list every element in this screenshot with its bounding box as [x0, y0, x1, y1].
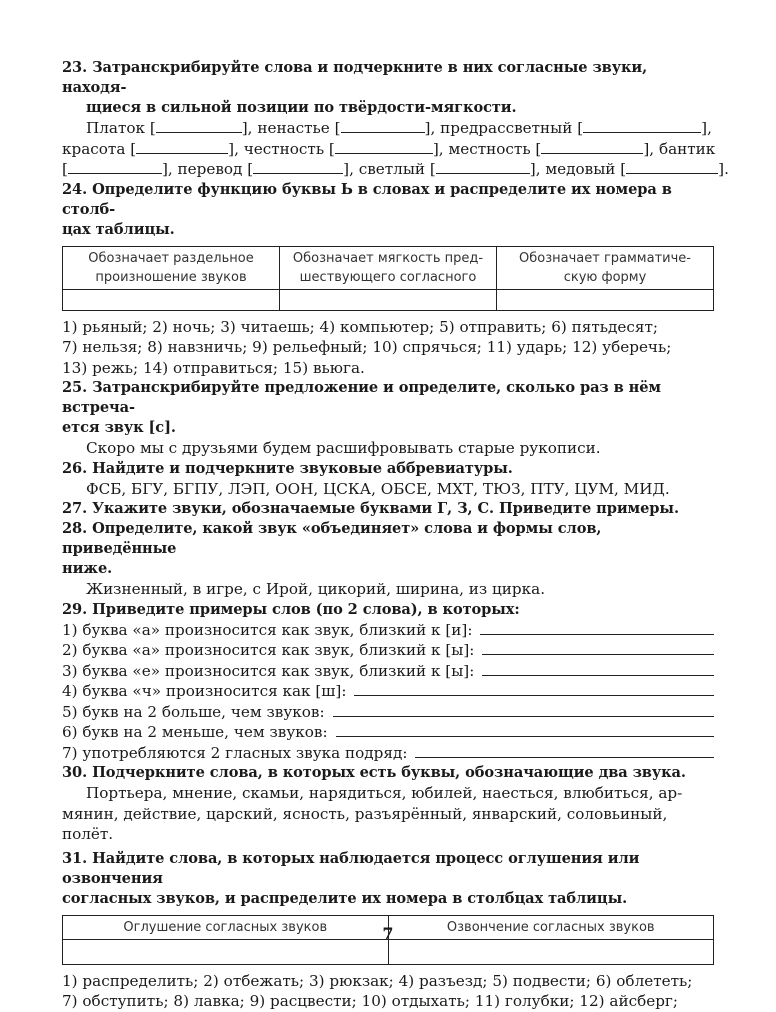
word-text: ], местность [ [432, 139, 542, 158]
answer-blank[interactable] [341, 118, 425, 133]
task-23-words-line-3 [62, 159, 729, 180]
item-label: 7) употребляются 2 гласных звука подряд: [62, 743, 408, 762]
word-text: ], бантик [643, 139, 716, 158]
header-text: шествующего согласного [299, 269, 477, 285]
words-line: 1) распределить; 2) отбежать; 3) рюкзак; 4) разъезд; 5) подвести; 6) облететь; [62, 971, 693, 990]
answer-blank[interactable] [253, 159, 343, 174]
answer-blank[interactable] [626, 159, 718, 174]
task-31-title-line-2: согласных звуков, и распределите их номера в столбцах таблицы. [62, 889, 628, 907]
answer-blank[interactable] [335, 139, 433, 154]
words-line: 1) рьяный; 2) ночь; 3) читаешь; 4) компьютер; 5) отправить; 6) пятьдесят; [62, 317, 658, 336]
item-label: 3) буква «е» произносится как звук, близкий к [ы]: [62, 661, 475, 680]
header-text: Обозначает грамматиче- [519, 250, 691, 266]
table-header-cell [497, 246, 714, 289]
page-number: 7 [382, 924, 394, 943]
task-25-title-line-2: ется звук [с]. [62, 419, 176, 436]
answer-blank[interactable] [156, 118, 242, 133]
task-28-title-line-1: 28. Определите, какой звук «объединяет» слова и формы слов, приведённые [62, 520, 602, 557]
answer-cell[interactable] [63, 289, 280, 310]
word-text: ], [701, 119, 712, 137]
task-24-table [62, 246, 714, 311]
answer-blank[interactable] [583, 118, 701, 133]
task-29-item [62, 702, 714, 723]
table-header-cell: Оглушение согласных звуков [63, 915, 389, 939]
task-24-words [62, 317, 714, 379]
task-23-words-line-1 [62, 118, 714, 139]
item-label: 2) буква «а» произносится как звук, близкий к [ы]: [62, 641, 475, 659]
word-text: ], ненастье [ [241, 119, 341, 137]
table-answer-row [63, 289, 714, 310]
task-29-item [62, 661, 714, 682]
task-30-words [62, 783, 714, 845]
item-label: 4) буква «ч» произносится как [ш]: [62, 682, 347, 700]
task-25-sentence: Скоро мы с друзьями будем расшифровывать старые рукописи. [86, 439, 601, 457]
word-text: Платок [ [86, 119, 156, 137]
words-line: полёт. [62, 825, 114, 843]
word-text: [ [62, 160, 68, 178]
task-24-title-line-2: цах таблицы. [62, 220, 175, 238]
task-26-abbreviations: ФСБ, БГУ, БГПУ, ЛЭП, ООН, ЦСКА, ОБСЕ, МХТ, ТЮЗ, ПТУ, ЦУМ, МИД. [86, 479, 670, 498]
answer-line[interactable] [482, 661, 714, 676]
task-23-title-line-1: 23. Затранскрибируйте слова и подчеркните в них согласные звуки, находя- [62, 59, 648, 96]
item-label: 6) букв на 2 меньше, чем звуков: [62, 723, 328, 741]
task-29-item [62, 681, 714, 702]
task-29-item [62, 620, 714, 641]
table-header-cell [63, 246, 280, 289]
answer-blank[interactable] [436, 159, 530, 174]
header-text: Обозначает мягкость пред- [292, 250, 484, 266]
table-header-cell: Озвончение согласных звуков [388, 915, 714, 939]
answer-line[interactable] [482, 640, 714, 655]
words-line: Портьера, мнение, скамьи, нарядиться, юбилей, наесться, влюбиться, ар- [86, 784, 683, 802]
answer-line[interactable] [480, 620, 714, 635]
word-text: ], предрассветный [ [424, 119, 584, 137]
answer-blank[interactable] [136, 139, 228, 154]
word-text: ], медовый [ [529, 160, 627, 178]
table-header-row [63, 246, 714, 289]
words-line: 7) нельзя; 8) навзничь; 9) рельефный; 10) спрячься; 11) ударь; 12) уберечь; [62, 338, 672, 356]
item-label: 5) букв на 2 больше, чем звуков: [62, 702, 325, 721]
answer-cell[interactable] [497, 289, 714, 310]
task-24-title [62, 180, 714, 240]
task-31-title-line-1: 31. Найдите слова, в которых наблюдается процесс оглушения или озвончения [62, 849, 640, 887]
answer-cell[interactable] [280, 289, 497, 310]
task-23-title [62, 58, 714, 118]
answer-blank[interactable] [68, 159, 162, 174]
task-28-words: Жизненный, в игре, с Ирой, цикорий, ширина, из цирка. [86, 580, 546, 598]
task-24-title-line-1: 24. Определите функцию буквы Ь в словах и распределите их номера в столб- [62, 180, 672, 218]
words-line: 13) режь; 14) отправиться; 15) вьюга. [62, 358, 365, 377]
task-28-title [62, 519, 714, 579]
word-text: ], перевод [ [161, 160, 254, 178]
answer-blank[interactable] [541, 139, 643, 154]
task-30-title: 30. Подчеркните слова, в которых есть буквы, обозначающие два звука. [62, 764, 686, 781]
task-25-title-line-1: 25. Затранскрибируйте предложение и определите, сколько раз в нём встреча- [62, 379, 661, 416]
word-text: красота [ [62, 139, 137, 158]
words-line: мянин, действие, царский, ясность, разъярённый, январский, соловьиный, [62, 804, 668, 823]
word-text: ]. [718, 160, 729, 178]
task-23-words-line-2 [62, 139, 714, 160]
task-26-title: 26. Найдите и подчеркните звуковые аббревиатуры. [62, 459, 513, 477]
item-label: 1) буква «а» произносится как звук, близкий к [и]: [62, 620, 473, 639]
header-text: произношение звуков [95, 269, 247, 285]
task-28-title-line-2: ниже. [62, 560, 113, 577]
answer-line[interactable] [336, 722, 714, 737]
task-31-words [62, 971, 714, 1012]
answer-line[interactable] [333, 702, 714, 717]
workbook-page [62, 58, 729, 1012]
task-23-title-line-2: щиеся в сильной позиции по твёрдости-мягкости. [86, 99, 517, 116]
words-line: 7) обступить; 8) лавка; 9) расцвести; 10) отдыхать; 11) голубки; 12) айсберг; [62, 992, 678, 1010]
task-29-item [62, 722, 714, 743]
header-text: скую форму [563, 269, 647, 285]
table-header-cell [280, 246, 497, 289]
task-29-title: 29. Приведите примеры слов (по 2 слова), в которых: [62, 600, 520, 618]
word-text: ], честность [ [228, 139, 335, 158]
answer-line[interactable] [415, 743, 714, 758]
task-25-title [62, 378, 714, 438]
answer-line[interactable] [354, 681, 714, 696]
task-29-item [62, 640, 714, 661]
task-31-title [62, 849, 714, 909]
word-text: ], светлый [ [343, 160, 436, 178]
task-27-title: 27. Укажите звуки, обозначаемые буквами Г, З, С. Приведите примеры. [62, 500, 679, 517]
task-29-item [62, 743, 714, 764]
header-text: Обозначает раздельное [88, 250, 254, 266]
